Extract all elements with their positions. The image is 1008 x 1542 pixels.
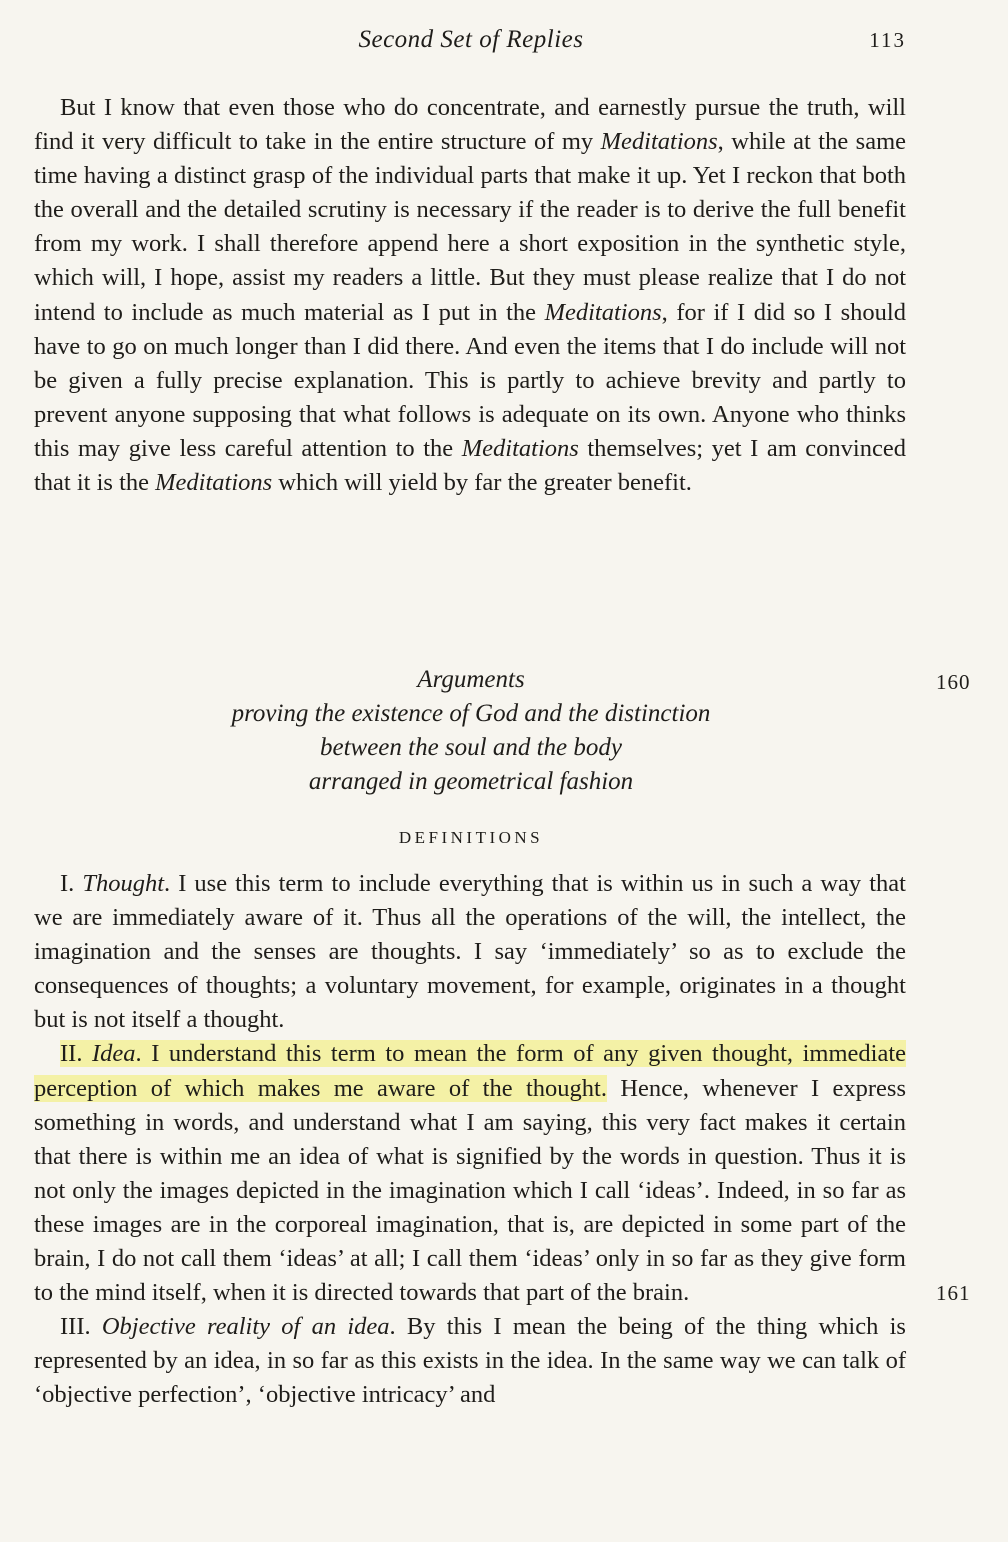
definition-term: Idea (92, 1040, 136, 1068)
definition-item (34, 867, 906, 1037)
intro-segment: But I know that even those who do concentrate, and earnestly pursue the truth, will find it very difficult to take in the entire structure of my (34, 94, 906, 156)
intro-title-reference: Meditations (155, 469, 273, 497)
definition-text: Hence, whenever I express something in words, and understand what I am saying, this very fact makes it certain that there is within me an idea of what is signified by the words in question. Thus it is not only the images depicted in the imagination which I call ‘ideas’. Indeed, in so far as these images are in the corporeal imagination, that is, are depicted in some part of the brain, I do not call them ‘ideas’ at all; I call them ‘ideas’ only in so far as they give form to the mind itself, when it is directed towards that part of the brain. (34, 1074, 906, 1307)
definition-number: III. (60, 1313, 102, 1341)
definitions-list (34, 867, 906, 1413)
running-head (36, 26, 906, 60)
intro-segment: , for if I did so I should have to go on much longer than I did there. And even the items that I do include will not be given a fully precise explanation. This is partly to achieve brevity and partly to prevent anyone supposing that what follows is adequate on its own. Anyone who thinks this may give less careful attention to the (34, 298, 906, 462)
definitions-title: DEFINITIONS (398, 828, 544, 847)
heading-line: proving the existence of God and the distinction (231, 700, 711, 727)
definition-text: . I use this term to include everything that is within us in such a way that we are immediately aware of it. Thus all the operations of the will, the intellect, the imagination and the senses are thoughts. I say ‘immediately’ so as to exclude the consequences of thoughts; a voluntary movement, for example, originates in a thought but is not itself a thought. (34, 870, 906, 1034)
section-heading (36, 663, 906, 799)
definition-term: Thought (82, 870, 165, 897)
definition-item (34, 1037, 906, 1310)
page-number: 113 (869, 28, 906, 52)
definition-item (34, 1310, 906, 1412)
intro-title-reference: Meditations (544, 298, 662, 326)
intro-segment: , while at the same time having a distinct grasp of the individual parts that make it up. Yet I reckon that both the overall and the detailed scrutiny is necessary if the reader is to derive the full benefit from my work. I shall therefore append here a short exposition in the synthetic style, which will, I hope, assist my readers a little. But they must please realize that I do not intend to include as much material as I put in the (34, 128, 907, 326)
running-title: Second Set of Replies (358, 26, 584, 53)
heading-line: Arguments (417, 666, 525, 693)
intro-paragraph (34, 91, 906, 500)
intro-segment: themselves; yet I am convinced that it is the (34, 434, 906, 497)
definition-text: . By this I mean the being of the thing which is represented by an idea, in so far as this exists in the idea. In the same way we can talk of ‘objective perfection’, ‘objective intricacy’ and (34, 1313, 906, 1409)
intro-title-reference: Meditations (600, 128, 718, 156)
margin-reference-160: 160 (936, 670, 971, 694)
definition-text: . I understand this term to mean the form of any given thought, immediate perception of which makes me aware of the thought. (34, 1040, 906, 1102)
definition-term: Objective reality of an idea (101, 1313, 390, 1341)
definition-number: I. (60, 870, 83, 897)
definition-number: II. (60, 1040, 92, 1068)
heading-line: between the soul and the body (319, 734, 622, 761)
margin-reference-161: 161 (936, 1281, 971, 1305)
intro-title-reference: Meditations (461, 434, 579, 462)
heading-line: arranged in geometrical fashion (308, 768, 634, 795)
intro-text (34, 91, 906, 500)
intro-segment: which will yield by far the greater benefit. (272, 469, 692, 497)
